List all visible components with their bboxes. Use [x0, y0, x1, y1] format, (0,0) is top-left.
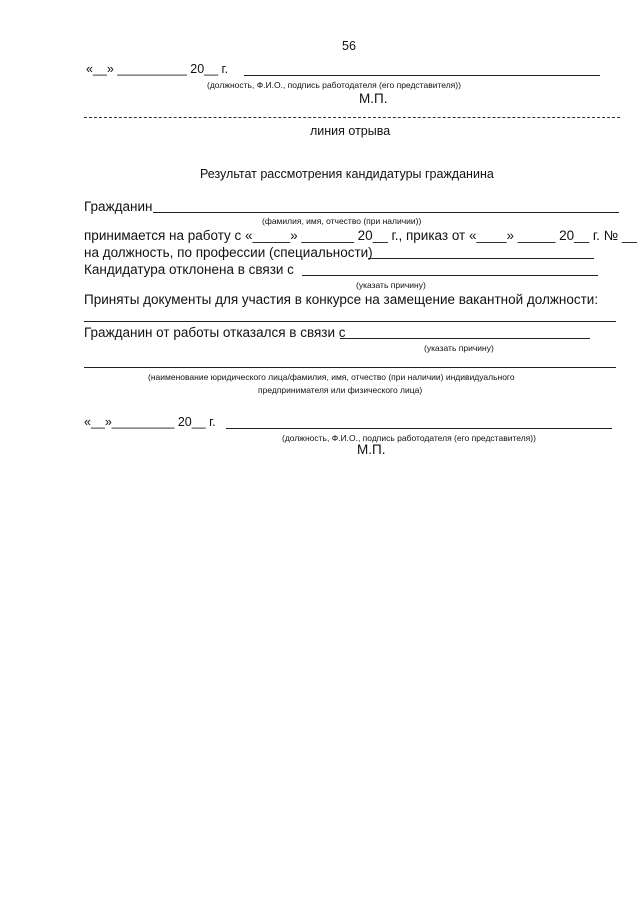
bottom-signature-line — [226, 428, 612, 429]
documents-label: Приняты документы для участия в конкурсе на замещение вакантной должности: — [84, 292, 599, 307]
bottom-signature-caption: (должность, Ф.И.О., подпись работодателя (его представителя)) — [282, 433, 536, 443]
hired-line: принимается на работу с «_____» _______ 20__ г., приказ от «____» _____ 20__ г. № __ — [84, 228, 637, 243]
citizen-label: Гражданин — [84, 199, 153, 214]
page-number: 56 — [342, 39, 356, 53]
position-line — [368, 258, 594, 259]
employer-caption-line2: предпринимателя или физического лица) — [258, 385, 423, 395]
documents-line — [84, 321, 616, 322]
employer-caption-line1: (наименование юридического лица/фамилия, имя, отчество (при наличии) индивидуального — [148, 372, 515, 382]
rejected-label: Кандидатура отклонена в связи с — [84, 262, 294, 277]
refused-label: Гражданин от работы отказался в связи с — [84, 325, 346, 340]
refused-reason-line — [340, 338, 590, 339]
position-label: на должность, по профессии (специальности) — [84, 245, 373, 260]
tear-line-label: линия отрыва — [310, 124, 391, 138]
tear-dashed-line — [84, 117, 620, 118]
result-title: Результат рассмотрения кандидатуры гражданина — [200, 167, 494, 181]
rejected-reason-line — [302, 275, 598, 276]
top-signature-line — [244, 75, 600, 76]
top-date-field: «__» __________ 20__ г. — [86, 62, 229, 76]
top-signature-caption: (должность, Ф.И.О., подпись работодателя (его представителя)) — [207, 80, 461, 90]
reason-caption-1: (указать причину) — [356, 280, 426, 290]
citizen-name-line — [153, 212, 619, 213]
employer-line — [84, 367, 616, 368]
reason-caption-2: (указать причину) — [424, 343, 494, 353]
top-stamp-label: М.П. — [359, 91, 388, 106]
bottom-stamp-label: М.П. — [357, 442, 386, 457]
fio-caption: (фамилия, имя, отчество (при наличии)) — [262, 216, 422, 226]
bottom-date-field: «__»_________ 20__ г. — [84, 415, 216, 429]
